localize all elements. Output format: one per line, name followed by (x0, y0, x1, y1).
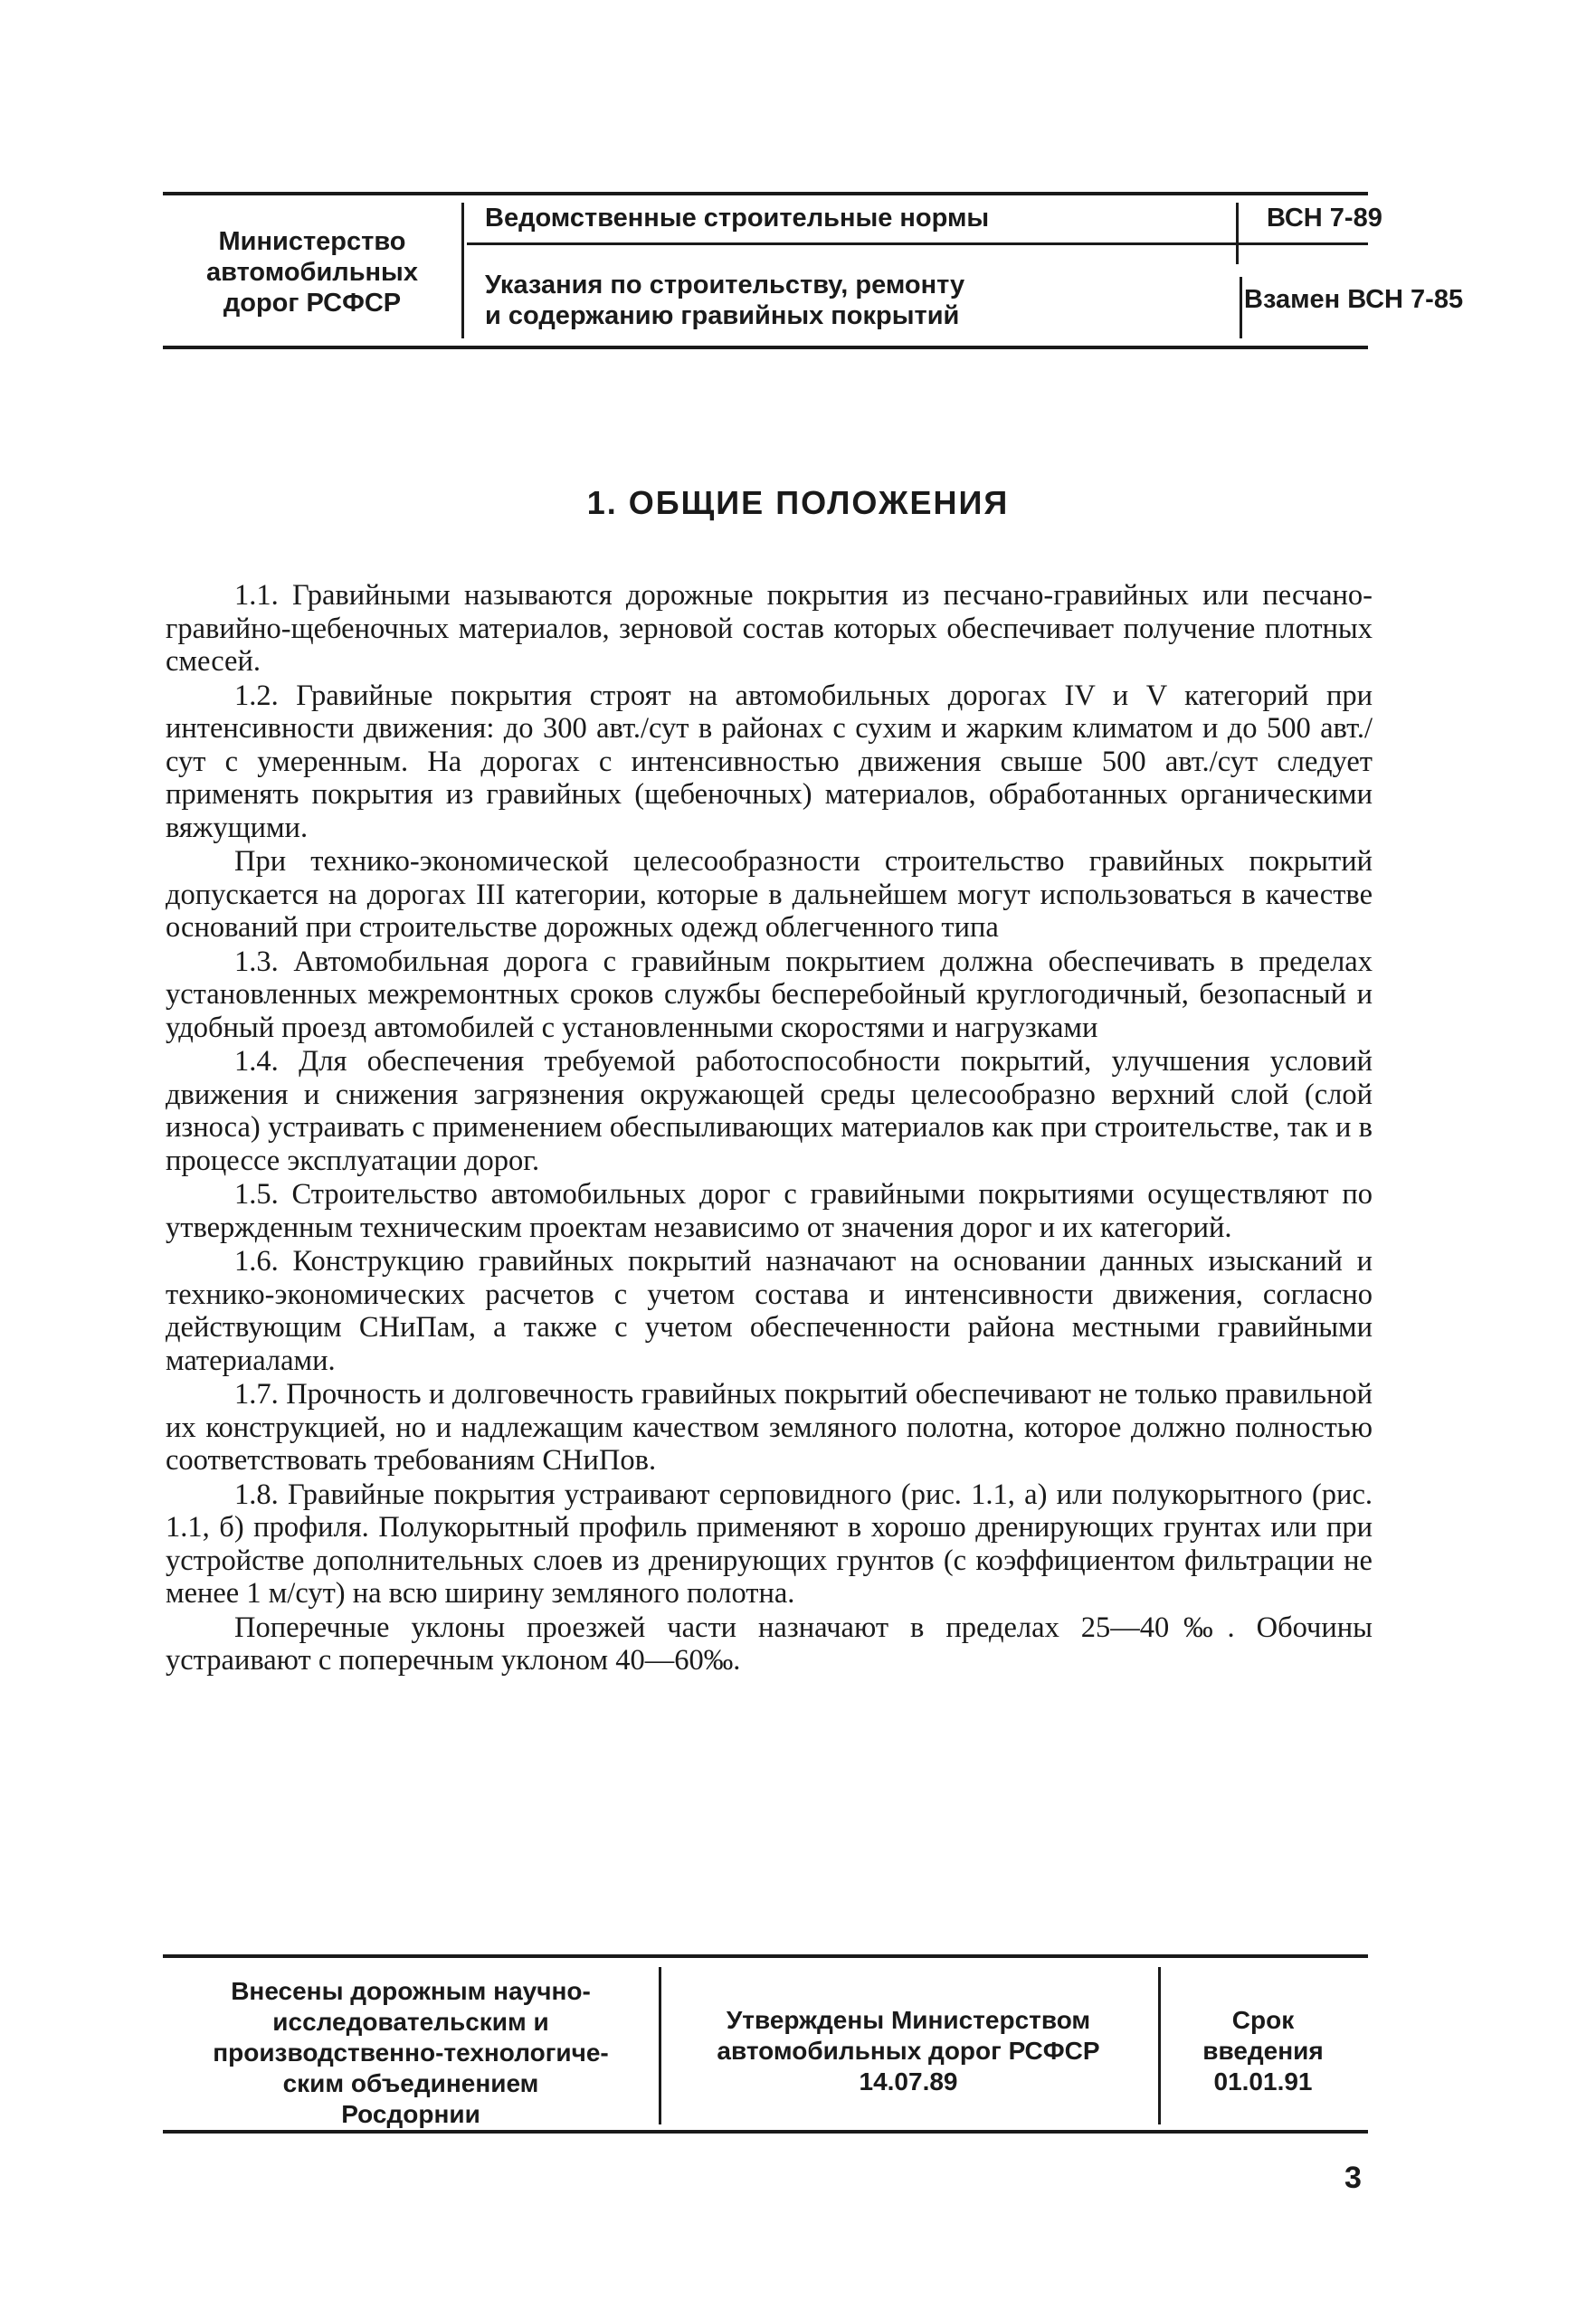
paragraph: 1.2. Гравийные покрытия строят на автомобильных дорогах IV и V категорий при интенсивности движения: до 300 авт./сут в районах с сухим и жарким климатом и до 500 авт./сут с умеренным. На дорогах с интенсивностью движения свыше 500 авт./сут следует применять покрытия из гравийных (щебеночных) материалов, обработанных органическими вяжущими. (166, 679, 1373, 844)
body-text (166, 579, 1373, 1677)
paragraph: 1.1. Гравийными называются дорожные покрытия из песчано-гравийных или песчано-гравийно-щебеночных материалов, зерновой состав которых обеспечивает получение плотных смесей. (166, 579, 1373, 678)
paragraph: 1.4. Для обеспечения требуемой работоспособности покрытий, улучшения условий движения и снижения загрязнения окружающей среды целесообразно верхний слой (слой износа) устраивать с применением обеспыливающих материалов как при строительстве, так и в процессе эксплуатации дорог. (166, 1045, 1373, 1177)
paragraph: 1.8. Гравийные покрытия устраивают серповидного (рис. 1.1, а) или полукорытного (рис. 1.1, б) профиля. Полукорытный профиль применяют в хорошо дренирующих грунтах или при устройстве дополнительных слоев из дренирующих грунтов (с коэффициентом фильтрации не менее 1 м/сут) на всю ширину земляного полотна. (166, 1478, 1373, 1610)
approved-line: 14.07.89 (859, 2067, 958, 2096)
ministry-line: дорог РСФСР (223, 289, 402, 318)
subtitle-line: Указания по строительству, ремонту (485, 271, 965, 299)
header-divider (461, 203, 464, 338)
document-footer (163, 1954, 1368, 2134)
introduced-by (163, 1976, 659, 2130)
paragraph: 1.6. Конструкцию гравийных покрытий назначают на основании данных изысканий и технико-экономических расчетов с учетом состава и интенсивности движения, согласно действующим СНиПам, а также с учетом обеспеченности района местными гравийными материалами. (166, 1245, 1373, 1377)
header-divider (1240, 277, 1242, 338)
norms-code: ВСН 7-89 (1267, 204, 1382, 233)
paragraph: 1.5. Строительство автомобильных дорог с гравийными покрытиями осуществляют по утвержденным техническим проектам независимо от значения дорог и их категорий. (166, 1178, 1373, 1244)
date-line: 01.01.91 (1213, 2067, 1313, 2096)
ministry-name (163, 226, 461, 318)
document-header (163, 192, 1464, 349)
paragraph: 1.7. Прочность и долговечность гравийных покрытий обеспечивают не только правильной их конструкцией, но и надлежащим качеством земляного полотна, которое должно полностью соответствовать требованиям СНиПов. (166, 1378, 1373, 1477)
replaces-note: Взамен ВСН 7-85 (1244, 285, 1464, 314)
paragraph: 1.3. Автомобильная дорога с гравийным покрытием должна обеспечивать в пределах установленных межремонтных сроков службы бесперебойный круглогодичный, безопасный и удобный проезд автомобилей с установленными скоростями и нагрузками (166, 945, 1373, 1044)
paragraph: Поперечные уклоны проезжей части назначают в пределах 25—40‰. Обочины устраивают с поперечным уклоном 40—60‰. (166, 1611, 1373, 1677)
header-divider (467, 242, 1368, 245)
ministry-line: автомобильных (206, 258, 418, 287)
norms-title: Ведомственные строительные нормы (485, 204, 990, 233)
effective-date (1158, 2005, 1368, 2097)
paragraph: При технико-экономической целесообразности строительство гравийных покрытий допускается на дорогах III категории, которые в дальнейшем могут использоваться в качестве оснований при строительстве дорожных одежд облегченного типа (166, 845, 1373, 944)
introduced-line: производственно-технологиче- (213, 2039, 609, 2067)
date-line: введения (1202, 2037, 1324, 2065)
subtitle-line: и содержанию гравийных покрытий (485, 301, 960, 330)
ministry-line: Министерство (218, 227, 406, 256)
introduced-line: исследовательским и (272, 2008, 549, 2036)
approved-line: автомобильных дорог РСФСР (717, 2037, 1100, 2065)
header-divider (1236, 203, 1239, 264)
approved-line: Утверждены Министерством (726, 2006, 1091, 2034)
page-number: 3 (1344, 2161, 1362, 2195)
introduced-line: ским объединением (282, 2069, 539, 2097)
approved-by (659, 2005, 1158, 2097)
introduced-line: Внесены дорожным научно- (231, 1977, 591, 2005)
document-subtitle (467, 270, 1236, 331)
date-line: Срок (1231, 2006, 1295, 2034)
section-title: 1. ОБЩИЕ ПОЛОЖЕНИЯ (586, 484, 1010, 521)
introduced-line: Росдорнии (341, 2100, 480, 2128)
